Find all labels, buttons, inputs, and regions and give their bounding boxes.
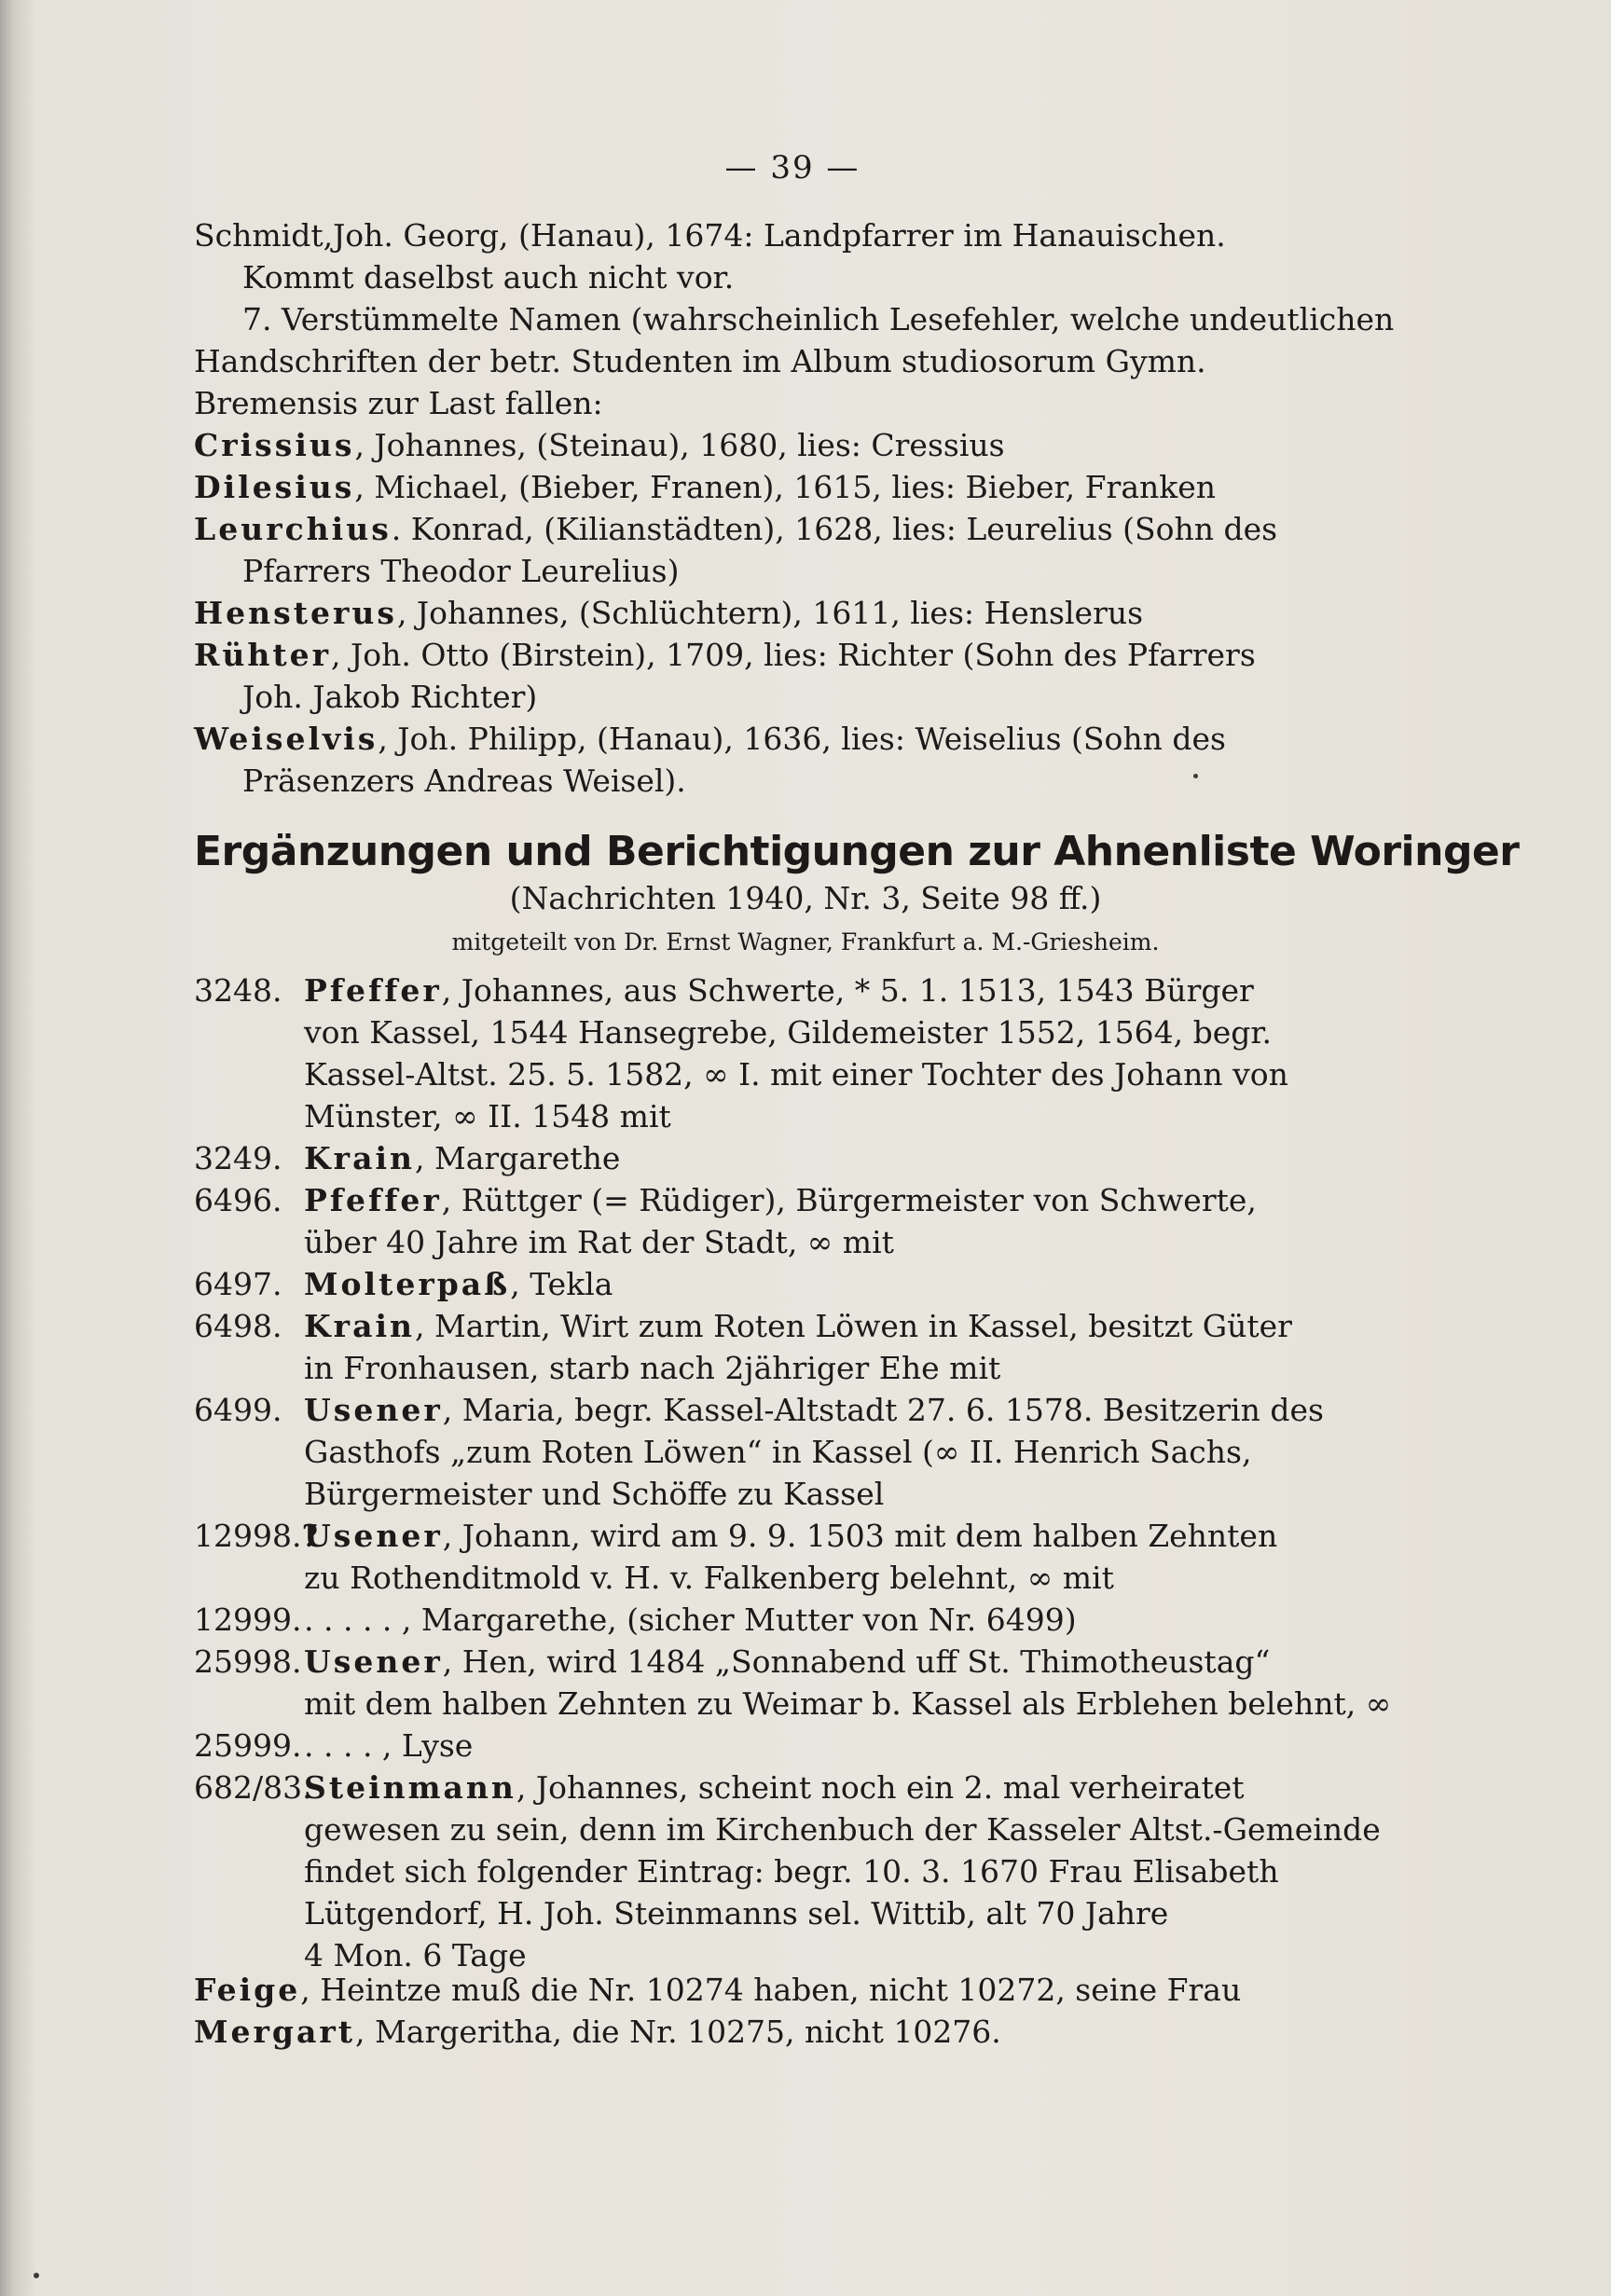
entry-row [194, 1263, 1397, 1305]
entry-text: , Martin, Wirt zum Roten Löwen in Kassel, besitzt Güter [414, 1308, 1292, 1344]
correction-continuation: Pfarrers Theodor Leurelius) [242, 553, 680, 589]
entry-text: , Johannes, scheint noch ein 2. mal verheiratet [516, 1769, 1245, 1806]
entries-list [194, 969, 1397, 1976]
entry-continuation: mit dem halben Zehnten zu Weimar b. Kassel als Erblehen belehnt, ∞ [304, 1685, 1392, 1722]
entry-row [194, 1305, 1397, 1347]
surname: Dilesius [194, 469, 355, 505]
entry-number: 682/83. [194, 1769, 312, 1806]
entry-row [194, 1179, 1397, 1221]
correction-continuation: Joh. Jakob Richter) [242, 679, 538, 715]
entry-row [194, 1725, 1397, 1767]
entry-row [194, 1137, 1397, 1179]
intro-line: Schmidt,Joh. Georg, (Hanau), 1674: Landpfarrer im Hanauischen. [194, 217, 1226, 254]
entry-row [194, 1641, 1397, 1683]
entry-continuation: Bürgermeister und Schöffe zu Kassel [304, 1476, 885, 1512]
entry-number: 6499. [194, 1392, 282, 1428]
entry-continuation: Gasthofs „zum Roten Löwen“ in Kassel (∞ II. Henrich Sachs, [304, 1434, 1252, 1470]
section-credit: mitgeteilt von Dr. Ernst Wagner, Frankfurt a. M.-Griesheim. [451, 928, 1160, 956]
entry-row [194, 1515, 1397, 1557]
corrections-list [194, 424, 1397, 802]
entry-number: 12999. [194, 1602, 302, 1638]
closing-section [194, 1969, 1397, 2053]
surname: Usener [304, 1518, 443, 1554]
scan-speck [34, 2273, 39, 2278]
correction-item [194, 508, 1397, 550]
surname: Usener [304, 1392, 443, 1428]
correction-text: , Michael, (Bieber, Franen), 1615, lies: Bieber, Franken [354, 469, 1217, 505]
correction-text: , Johannes, (Steinau), 1680, lies: Cressius [354, 427, 1005, 463]
correction-item [194, 634, 1397, 676]
intro-section [194, 214, 1397, 424]
entry-continuation: von Kassel, 1544 Hansegrebe, Gildemeister 1552, 1564, begr. [304, 1014, 1273, 1051]
entry-row [194, 1389, 1397, 1431]
correction-text: , Joh. Philipp, (Hanau), 1636, lies: Weiselius (Sohn des [378, 721, 1226, 757]
correction-item [194, 466, 1397, 508]
entry-text: , Tekla [510, 1266, 613, 1302]
entry-row [194, 1599, 1397, 1641]
entry-text: , Johann, wird am 9. 9. 1503 mit dem halben Zehnten [442, 1518, 1278, 1554]
entry-continuation: Kassel-Altst. 25. 5. 1582, ∞ I. mit einer Tochter des Johann von [304, 1056, 1288, 1093]
correction-text: . Konrad, (Kilianstädten), 1628, lies: Leurelius (Sohn des [391, 511, 1278, 547]
entry-number: 25998. [194, 1643, 302, 1680]
entry-text: , Margarethe [414, 1140, 621, 1176]
entry-continuation: findet sich folgender Eintrag: begr. 10. 3. 1670 Frau Elisabeth [304, 1853, 1279, 1890]
correction-item [194, 718, 1397, 760]
scan-speck [1193, 774, 1198, 778]
entry-number: 6498. [194, 1308, 282, 1344]
surname: Molterpaß [304, 1266, 511, 1302]
correction-item [194, 592, 1397, 634]
entry-number: 3248. [194, 972, 282, 1009]
intro-line: Bremensis zur Last fallen: [194, 385, 603, 421]
entry-number: 12998.? [194, 1518, 319, 1554]
intro-line: Kommt daselbst auch nicht vor. [242, 259, 735, 296]
entry-text: , Johannes, aus Schwerte, * 5. 1. 1513, 1543 Bürger [441, 972, 1254, 1009]
entry-text: . . . . , Lyse [304, 1727, 474, 1764]
surname: Feige [194, 1972, 301, 2008]
surname: Rühter [194, 637, 332, 673]
surname: Pfeffer [304, 972, 442, 1009]
surname: Hensterus [194, 595, 397, 631]
entry-text: , Rüttger (= Rüdiger), Bürgermeister von Schwerte, [441, 1182, 1257, 1218]
intro-line: Handschriften der betr. Studenten im Album studiosorum Gymn. [194, 343, 1206, 379]
entry-continuation: Lütgendorf, H. Joh. Steinmanns sel. Wittib, alt 70 Jahre [304, 1895, 1169, 1932]
intro-line: 7. Verstümmelte Namen (wahrscheinlich Lesefehler, welche undeutlichen [242, 301, 1395, 337]
entry-row [194, 969, 1397, 1011]
section-heading: Ergänzungen und Berichtigungen zur Ahnenliste Woringer [194, 828, 1520, 875]
entry-number: 3249. [194, 1140, 282, 1176]
entry-continuation: in Fronhausen, starb nach 2jähriger Ehe mit [304, 1350, 1001, 1386]
closing-line [194, 2011, 1397, 2053]
entry-continuation: 4 Mon. 6 Tage [304, 1937, 527, 1973]
closing-text: , Heintze muß die Nr. 10274 haben, nicht 10272, seine Frau [300, 1972, 1242, 2008]
correction-item [194, 424, 1397, 466]
entry-number: 6497. [194, 1266, 282, 1302]
surname: Usener [304, 1643, 443, 1680]
surname: Steinmann [304, 1769, 516, 1806]
correction-text: , Joh. Otto (Birstein), 1709, lies: Richter (Sohn des Pfarrers [331, 637, 1256, 673]
closing-line [194, 1969, 1397, 2011]
entry-number: 25999. [194, 1727, 302, 1764]
correction-text: , Johannes, (Schlüchtern), 1611, lies: Henslerus [396, 595, 1144, 631]
surname: Crissius [194, 427, 355, 463]
entry-row [194, 1767, 1397, 1808]
entry-text: , Hen, wird 1484 „Sonnabend uff St. Thimotheustag“ [442, 1643, 1271, 1680]
surname: Leurchius [194, 511, 392, 547]
surname: Pfeffer [304, 1182, 442, 1218]
entry-continuation: gewesen zu sein, denn im Kirchenbuch der Kasseler Altst.-Gemeinde [304, 1811, 1381, 1848]
entry-text: , Maria, begr. Kassel-Altstadt 27. 6. 1578. Besitzerin des [442, 1392, 1324, 1428]
correction-continuation: Präsenzers Andreas Weisel). [242, 763, 686, 799]
surname: Mergart [194, 2014, 355, 2050]
entry-continuation: über 40 Jahre im Rat der Stadt, ∞ mit [304, 1224, 894, 1260]
entry-number: 6496. [194, 1182, 282, 1218]
entry-text: . . . . . , Margarethe, (sicher Mutter von Nr. 6499) [304, 1602, 1077, 1638]
surname: Weiselvis [194, 721, 379, 757]
entry-continuation: Münster, ∞ II. 1548 mit [304, 1098, 671, 1134]
surname: Krain [304, 1140, 415, 1176]
page-number: — 39 — [724, 149, 861, 186]
surname: Krain [304, 1308, 415, 1344]
entry-continuation: zu Rothenditmold v. H. v. Falkenberg belehnt, ∞ mit [304, 1560, 1114, 1596]
section-subtitle: (Nachrichten 1940, Nr. 3, Seite 98 ff.) [509, 880, 1102, 916]
closing-text: , Margeritha, die Nr. 10275, nicht 10276. [355, 2014, 1001, 2050]
